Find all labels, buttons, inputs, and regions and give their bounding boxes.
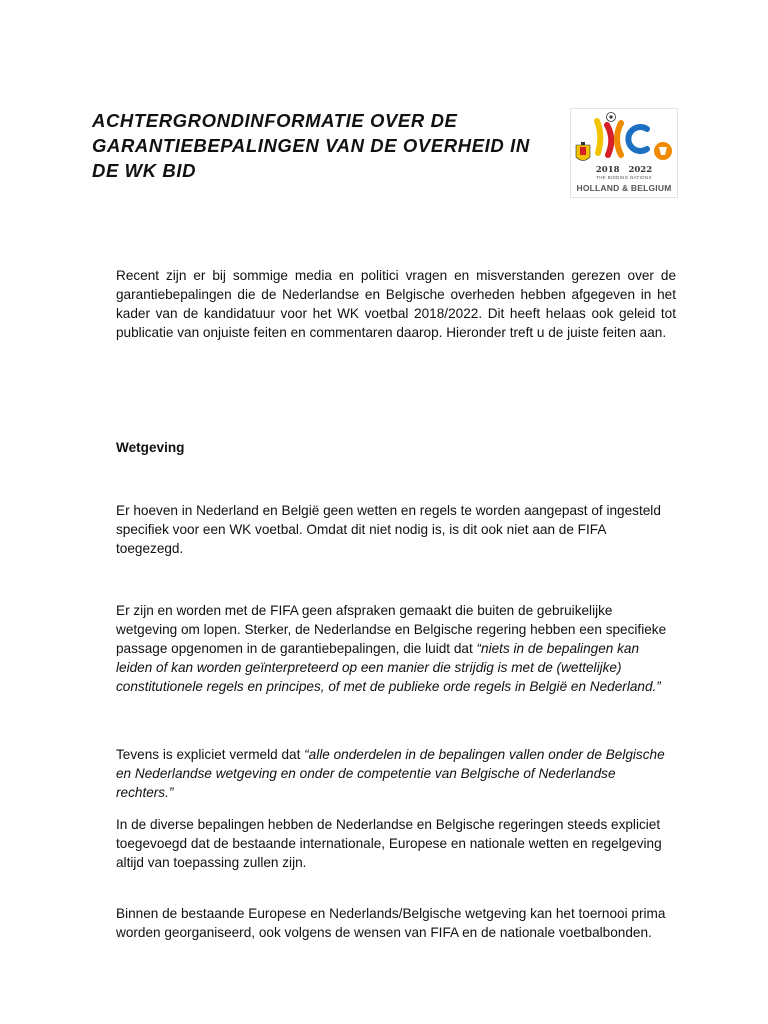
paragraph-2-quote: “niets in de bepalingen kan leiden of kan worden geïnterpreteerd op een manier die strijdig is met de (wettelijke) constitutionele regels en principes, of met de publieke orde regels in België en Nederland.” (116, 641, 661, 694)
logo-years: 2018 2022 (595, 165, 653, 175)
bid-logo (570, 108, 678, 198)
paragraph-2-text: Er zijn en worden met de FIFA geen afspraken gemaakt die buiten de gebruikelijke wetgeving om lopen. Sterker, de Nederlandse en Belgische regering hebben een specifieke passage opgenomen in de garantiebepalingen, die luidt dat (116, 603, 667, 656)
paragraph-3 (116, 745, 676, 802)
logo-tagline: THE BIDDING NATIONS (596, 175, 652, 180)
section-heading-wetgeving: Wetgeving (116, 440, 185, 455)
intro-paragraph: Recent zijn er bij sommige media en politici vragen en misverstanden gerezen over de garantiebepalingen die de Nederlandse en Belgische overheden hebben afgegeven in het kader van de kandidatuur voor het WK voetbal 2018/2022. Dit heeft helaas ook geleid tot publicatie van onjuiste feiten en commentaren daarop. Hieronder treft u de juiste feiten aan. (116, 268, 676, 340)
paragraph-2 (116, 601, 676, 696)
logo-name: HOLLAND & BELGIUM (576, 183, 672, 193)
knvb-badge-icon (654, 142, 672, 160)
paragraph-3-text: Tevens is expliciet vermeld dat (116, 747, 305, 762)
document-title: ACHTERGRONDINFORMATIE OVER DE GARANTIEBEPALINGEN VAN DE OVERHEID IN DE WK BID (92, 110, 530, 181)
bid-logo-icon (571, 109, 677, 167)
paragraph-5: Binnen de bestaande Europese en Nederlands/Belgische wetgeving kan het toernooi prima worden georganiseerd, ook volgens de wensen van FIFA en de nationale voetbalbonden. (116, 906, 666, 940)
paragraph-1: Er hoeven in Nederland en België geen wetten en regels te worden aangepast of ingesteld specifiek voor een WK voetbal. Omdat dit niet nodig is, is dit ook niet aan de FIFA toegezegd. (116, 503, 661, 556)
paragraph-3-quote: “alle onderdelen in de bepalingen vallen onder de Belgische en Nederlandse wetgeving en onder de competentie van Belgische of Nederlandse rechters.” (116, 747, 665, 800)
belgium-crest-icon (576, 142, 590, 161)
paragraph-4: In de diverse bepalingen hebben de Nederlandse en Belgische regeringen steeds expliciet toegevoegd dat de bestaande internationale, Europese en nationale wetten en regelgeving altijd van toepassing zullen zijn. (116, 817, 662, 870)
